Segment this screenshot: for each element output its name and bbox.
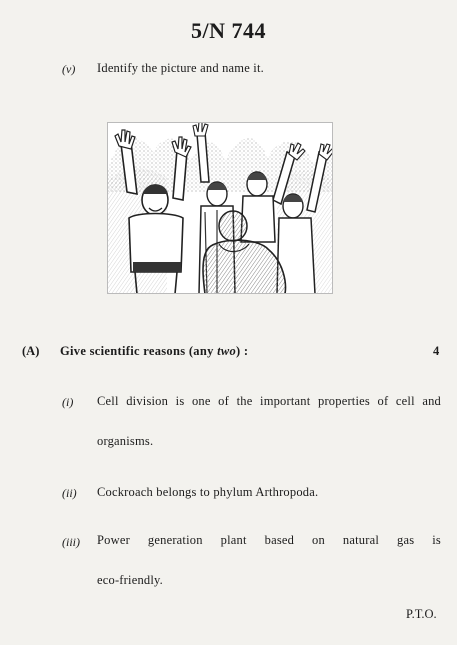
heading-prefix: Give scientific reasons (any (60, 344, 218, 358)
item-text-iii-line2: eco-friendly. (97, 573, 163, 587)
item-number-iii: (iii) (62, 535, 80, 549)
section-heading (60, 344, 248, 359)
pto-label: P.T.O. (406, 607, 437, 621)
people-raising-hands-illustration (107, 122, 333, 294)
item-number-ii: (ii) (62, 486, 77, 500)
item-text-i-line2: organisms. (97, 434, 154, 448)
heading-suffix: ) : (236, 344, 249, 358)
heading-emphasis: two (217, 344, 237, 358)
section-marks: 4 (433, 344, 440, 358)
item-number-i: (i) (62, 395, 74, 409)
item-text-i-line1: Cell division is one of the important properties of cell and (97, 394, 441, 408)
item-text-iii-line1: Power generation plant based on natural gas is (97, 533, 441, 547)
item-text-ii: Cockroach belongs to phylum Arthropoda. (97, 485, 319, 499)
question-number-v: (v) (62, 62, 76, 76)
page-code: 5/N 744 (191, 18, 266, 43)
section-label: (A) (22, 344, 40, 358)
question-text-v: Identify the picture and name it. (97, 61, 264, 75)
